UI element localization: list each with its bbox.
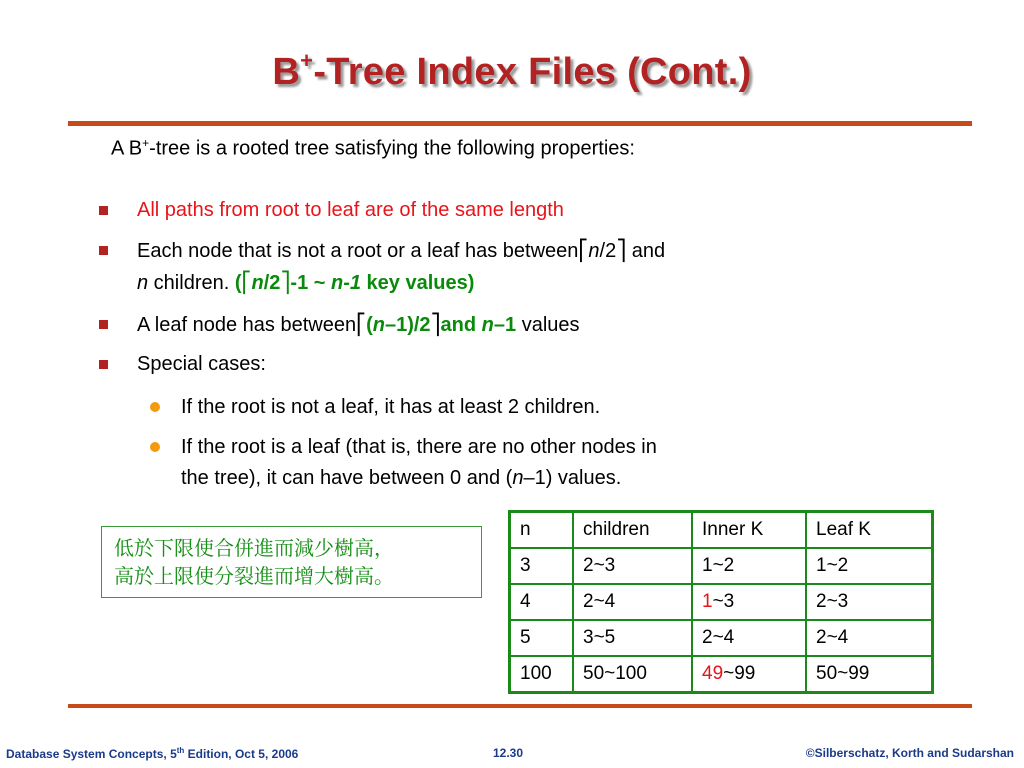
- header-children: children: [573, 512, 692, 549]
- header-inner-k: Inner K: [692, 512, 806, 549]
- chinese-note-box: [101, 526, 482, 598]
- cell-n: 5: [510, 620, 574, 656]
- round-bullet-icon: [150, 442, 160, 452]
- round-bullet-icon: [150, 402, 160, 412]
- cell-n: 100: [510, 656, 574, 693]
- cell-inner-k: 1~3: [692, 584, 806, 620]
- cell-children: 2~3: [573, 548, 692, 584]
- cell-inner-k: 1~2: [692, 548, 806, 584]
- header-n: n: [510, 512, 574, 549]
- cell-children: 2~4: [573, 584, 692, 620]
- cell-children: 3~5: [573, 620, 692, 656]
- cell-leaf-k: 2~4: [806, 620, 933, 656]
- cell-n: 3: [510, 548, 574, 584]
- footer-rule: [68, 704, 972, 708]
- cell-n: 4: [510, 584, 574, 620]
- note-line-2: 高於上限使分裂進而增大樹高。: [114, 564, 394, 588]
- cell-leaf-k: 2~3: [806, 584, 933, 620]
- slide-title: B+-Tree Index Files (Cont.): [272, 48, 752, 93]
- cell-inner-k: 2~4: [692, 620, 806, 656]
- square-bullet-icon: [99, 246, 108, 255]
- footer-page-number: 12.30: [493, 746, 524, 760]
- cell-inner-k: 49~99: [692, 656, 806, 693]
- table-header-row: [510, 512, 933, 549]
- square-bullet-icon: [99, 360, 108, 369]
- cell-leaf-k: 1~2: [806, 548, 933, 584]
- title-rule: [68, 121, 972, 126]
- header-leaf-k: Leaf K: [806, 512, 933, 549]
- square-bullet-icon: [99, 320, 108, 329]
- square-bullet-icon: [99, 206, 108, 215]
- table-row: [510, 620, 933, 656]
- table-row: [510, 584, 933, 620]
- order-table: [508, 510, 934, 694]
- cell-children: 50~100: [573, 656, 692, 693]
- table-row: [510, 656, 933, 693]
- intro-text: A B+-tree is a rooted tree satisfying the following properties:: [111, 136, 635, 160]
- footer-copyright: ©Silberschatz, Korth and Sudarshan: [805, 746, 1014, 760]
- note-line-1: 低於下限使合併進而減少樹高，: [114, 536, 394, 560]
- cell-leaf-k: 50~99: [806, 656, 933, 693]
- footer-book: Database System Concepts, 5th Edition, Oct 5, 2006: [6, 746, 299, 761]
- table-row: [510, 548, 933, 584]
